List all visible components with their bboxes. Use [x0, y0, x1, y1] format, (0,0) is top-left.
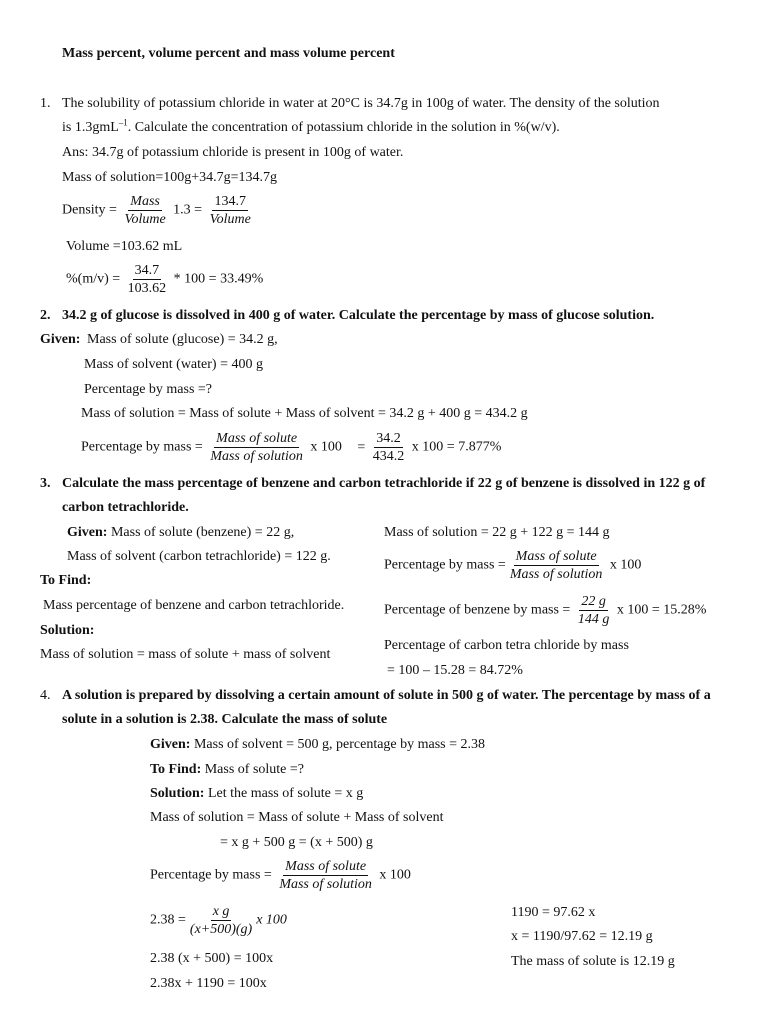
- q4-right-step-2: x = 1190/97.62 = 12.19 g: [511, 929, 653, 944]
- q1-number: 1.: [40, 96, 51, 111]
- q4-right-step-1: 1190 = 97.62 x: [511, 905, 596, 920]
- q3-right-ccl4-result: = 100 – 15.28 = 84.72%: [387, 663, 523, 678]
- q2-number: 2.: [40, 308, 51, 323]
- q3-solution-label: Solution:: [40, 623, 95, 638]
- q4-percent-equation: Percentage by mass = $\frac{\text{Mass of solute}}{\text{Mass of solution}}$ x 100: [150, 859, 411, 892]
- q1-mass-solution: Mass of solution=100g+34.7g=134.7g: [62, 170, 278, 185]
- q2-given-2: Mass of solvent (water) = 400 g: [84, 357, 263, 372]
- q4-question-line1: A solution is prepared by dissolving a certain amount of solute in 500 g of water. The percentage by mass of a: [62, 688, 711, 703]
- q3-question-line2: carbon tetrachloride.: [62, 500, 189, 515]
- q1-mv-equation: %(m/v) = $\frac{34.7}{103.62}$ * 100 = 33.49%: [66, 263, 264, 296]
- q3-tofind-label: To Find:: [40, 573, 92, 588]
- q4-step-2: 2.38x + 1190 = 100x: [150, 976, 267, 991]
- q1-text-line1: The solubility of potassium chloride in water at 20°C is 34.7g in 100g of water. The density of the solution: [62, 96, 660, 111]
- q3-right-benzene-equation: Percentage of benzene by mass = $\frac{22 g}{144 g}$ x 100 = 15.28%: [384, 594, 707, 627]
- q1-answer: Ans: 34.7g of potassium chloride is present in 100g of water.: [62, 145, 404, 160]
- q2-given-1: Mass of solute (glucose) = 34.2 g,: [87, 332, 278, 347]
- q3-given-1: Given: Mass of solute (benzene) = 22 g,: [67, 525, 295, 540]
- q3-number: 3.: [40, 476, 51, 491]
- q4-tofind: To Find: Mass of solute =?: [150, 762, 305, 777]
- q4-mass-solution-2: = x g + 500 g = (x + 500) g: [220, 835, 373, 850]
- q2-percent-equation: Percentage by mass = $\frac{\text{Mass of solute}}{\text{Mass of solution}}$ x 100 = $\frac{34.2}{434.2}$ x 100 = 7.877%: [81, 431, 502, 464]
- q1-density-equation: Density = $\frac{\text{Mass}}{\text{Volume}}$ 1.3 = $\frac{134.7}{\text{Volume}}$: [62, 194, 251, 227]
- q4-right-step-3: The mass of solute is 12.19 g: [511, 954, 675, 969]
- q4-question-line2: solute in a solution is 2.38. Calculate the mass of solute: [62, 712, 388, 727]
- q4-step-1: 2.38 (x + 500) = 100x: [150, 951, 274, 966]
- q3-solution: Mass of solution = mass of solute + mass of solvent: [40, 647, 331, 662]
- q3-question-line1: Calculate the mass percentage of benzene and carbon tetrachloride if 22 g of benzene is dissolved in 122 g of: [62, 476, 706, 491]
- q3-right-percent-equation: Percentage by mass = $\frac{\text{Mass of solute}}{\text{Mass of solution}}$ x 100: [384, 549, 642, 582]
- q4-given: Given: Mass of solvent = 500 g, percentage by mass = 2.38: [150, 737, 486, 752]
- q3-right-ccl4-label: Percentage of carbon tetra chloride by mass: [384, 638, 629, 653]
- q2-question: 34.2 g of glucose is dissolved in 400 g of water. Calculate the percentage by mass of glucose solution.: [62, 308, 655, 323]
- q2-mass-solution: Mass of solution = Mass of solute + Mass of solvent = 34.2 g + 400 g = 434.2 g: [81, 406, 528, 421]
- q1-text-line2: is 1.3gmL$^{-1}$. Calculate the concentration of potassium chloride in the solution in %(w/v).: [62, 117, 560, 135]
- q2-given-3: Percentage by mass =?: [84, 382, 213, 397]
- q4-solution: Solution: Let the mass of solute = x g: [150, 786, 364, 801]
- q2-given-label: Given:: [40, 332, 81, 347]
- page-title: Mass percent, volume percent and mass volume percent: [62, 46, 395, 61]
- q3-given-2: Mass of solvent (carbon tetrachloride) = 122 g.: [67, 549, 331, 564]
- q3-tofind: Mass percentage of benzene and carbon tetrachloride.: [43, 598, 345, 613]
- q1-volume: Volume =103.62 mL: [66, 239, 183, 254]
- q4-mass-solution: Mass of solution = Mass of solute + Mass of solvent: [150, 810, 444, 825]
- q3-right-mass-solution: Mass of solution = 22 g + 122 g = 144 g: [384, 525, 610, 540]
- q4-number: 4.: [40, 688, 51, 703]
- q4-equation: 2.38 = $\frac{\text{x g}}{(x+500)(g)}$ x 100: [150, 904, 287, 937]
